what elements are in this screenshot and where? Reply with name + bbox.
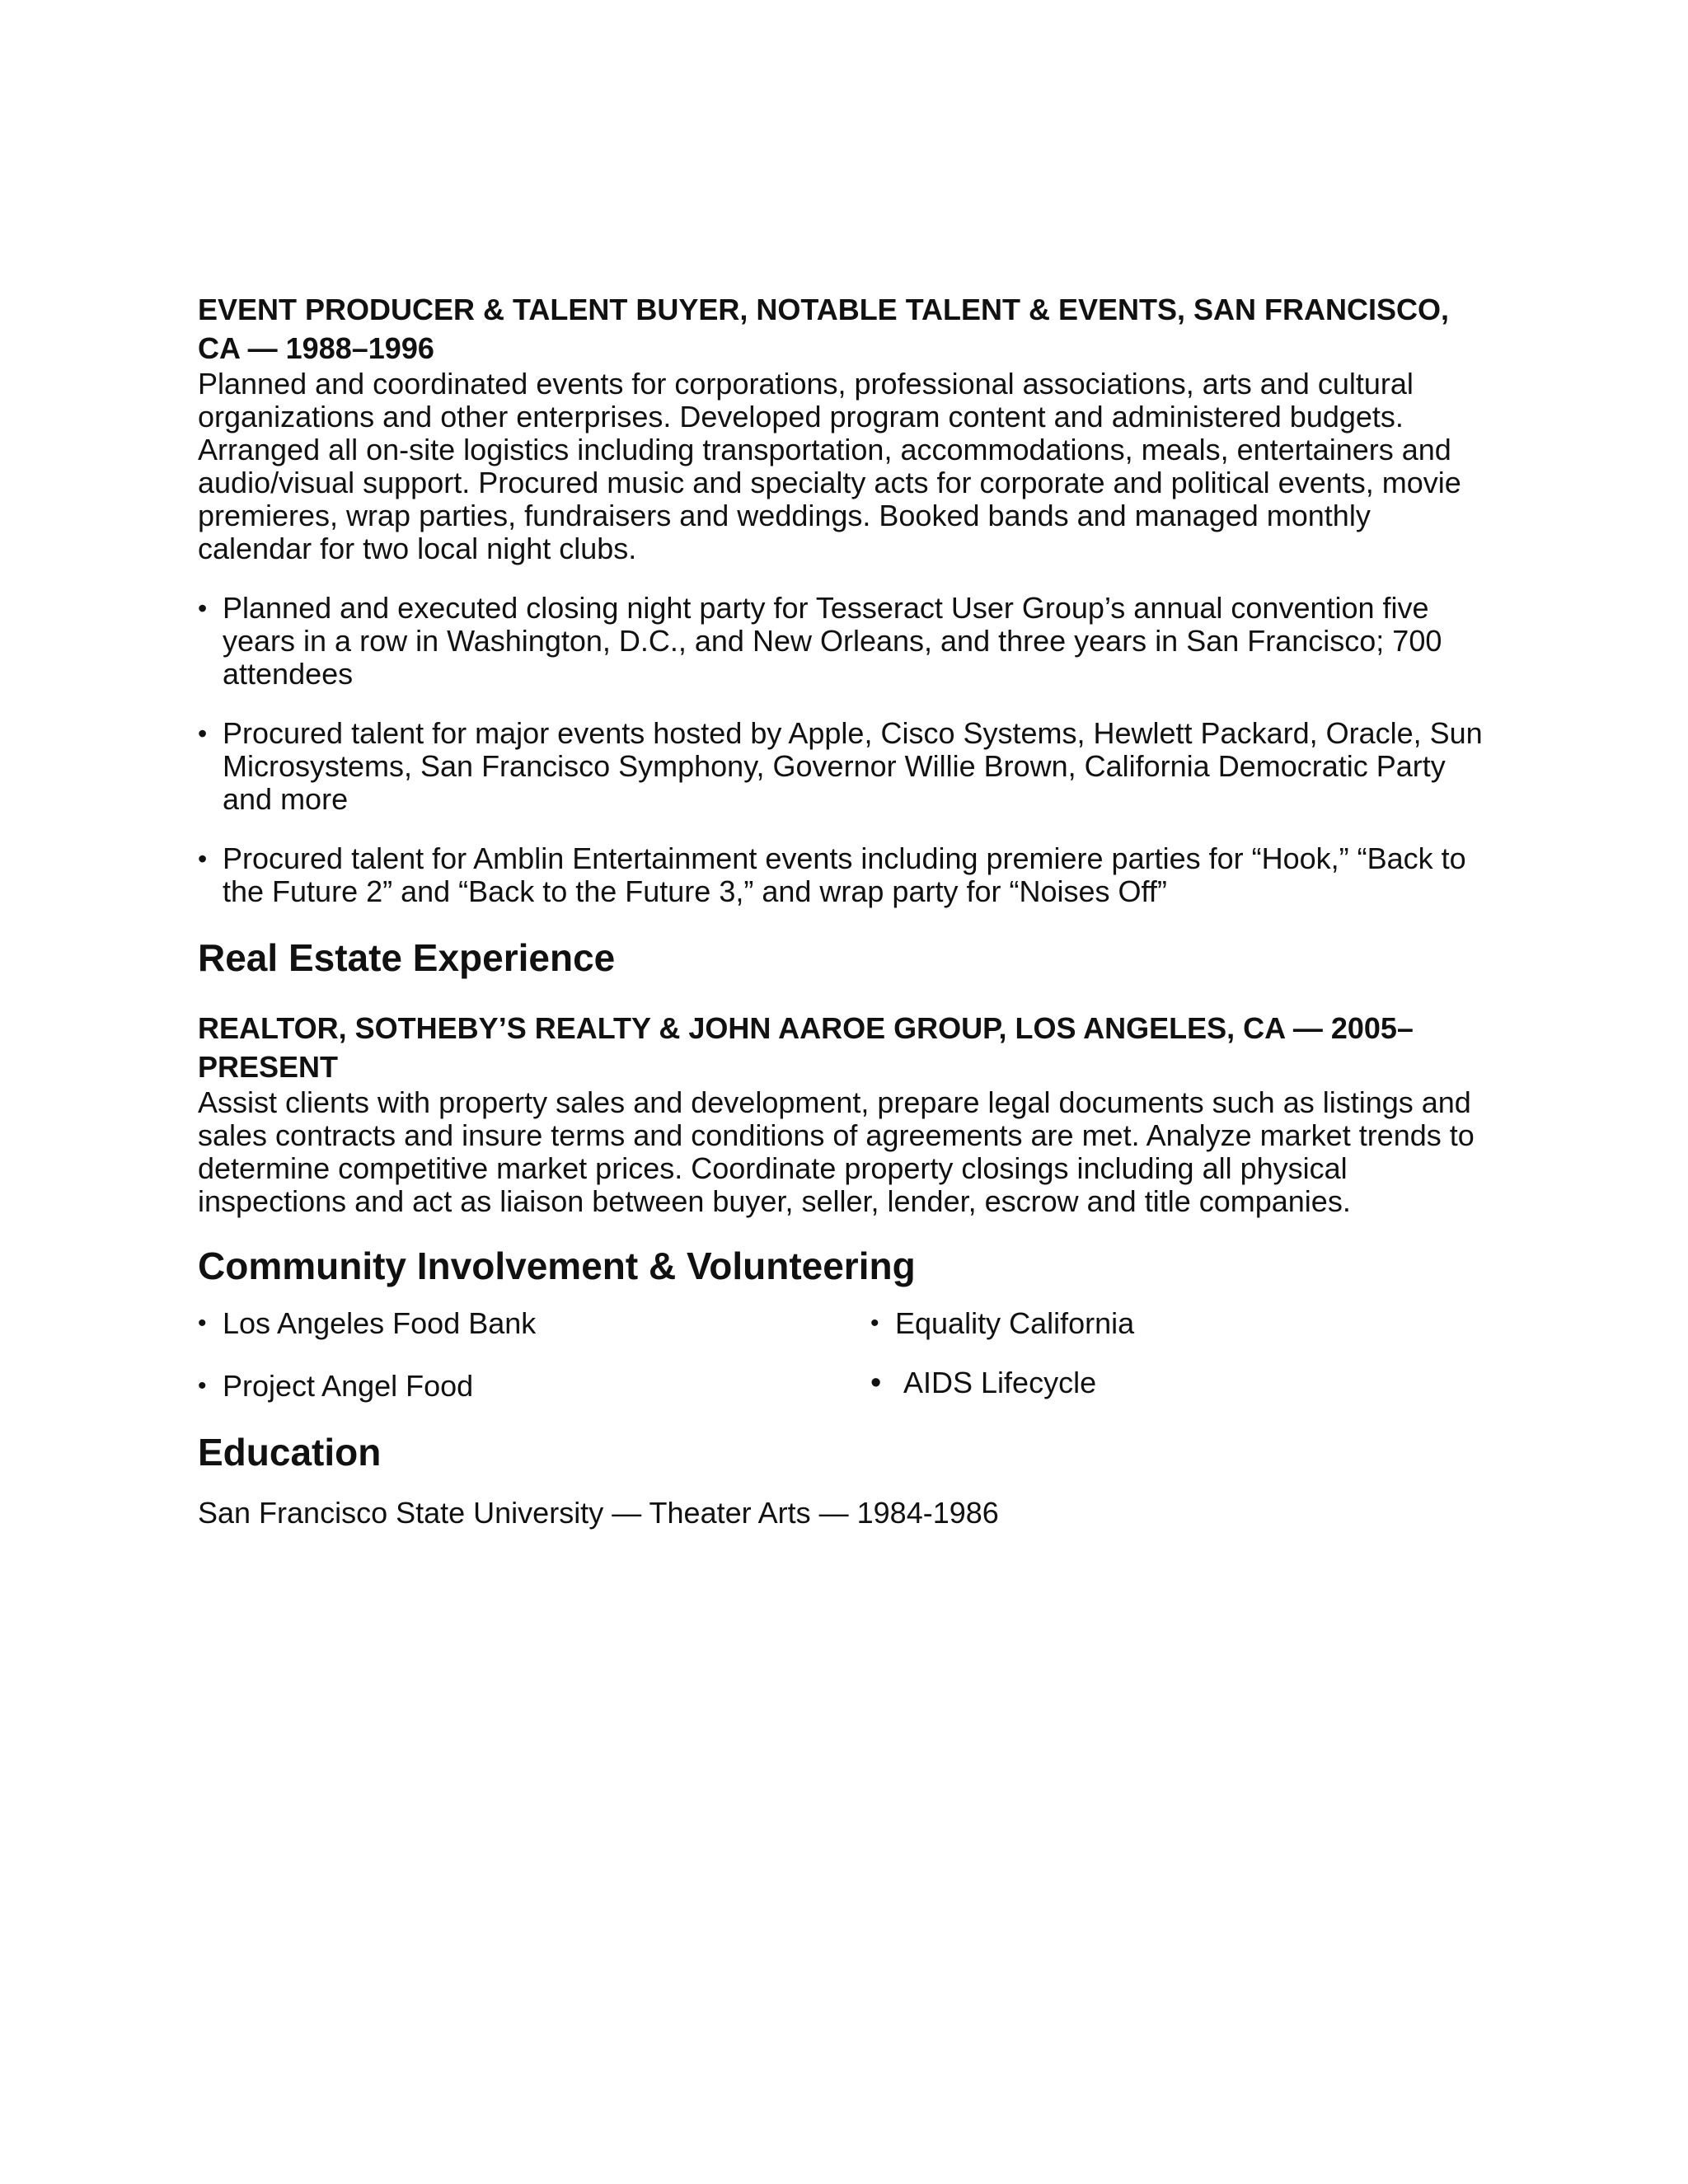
bullet-icon: • [198,593,208,623]
bullet-icon: • [870,1310,879,1337]
volunteer-item-text: Project Angel Food [223,1369,474,1403]
education-entry: San Francisco State University — Theater Arts — 1984-1986 [198,1496,999,1530]
list-item [198,592,1484,691]
bullet-icon: • [198,1310,207,1337]
realtor-description: Assist clients with property sales and development, prepare legal documents such as listings and sales contracts and insure terms and conditions of agreements are met. Analyze market trends to determine competitive market prices. Coordinate property closings including all physical inspections and act as liaison between buyer, seller, lender, escrow and title companies. [198,1085,1475,1218]
education-section [198,1429,1484,1530]
list-item [198,717,1484,816]
community-section [198,1243,1484,1404]
bullet-text: Procured talent for Amblin Entertainment events including premiere parties for “Hook,” “Back to the Future 2” and “Back to the Future 3,” and wrap party for “Noises Off” [223,841,1466,908]
community-heading: Community Involvement & Volunteering [198,1244,916,1287]
education-heading: Education [198,1431,382,1474]
volunteer-item-text: Los Angeles Food Bank [223,1306,537,1340]
event-producer-bullets [198,592,1484,908]
real-estate-section [198,935,1484,1218]
list-item [870,1366,1096,1399]
list-item [198,842,1484,908]
bullet-text: Planned and executed closing night party for Tesseract User Group’s annual convention five years in a row in Washington, D.C., and New Orleans, and three years in San Francisco; 700 attendees [223,591,1442,691]
bullet-icon: • [198,1372,207,1399]
real-estate-heading: Real Estate Experience [198,936,616,979]
bullet-text: Procured talent for major events hosted by Apple, Cisco Systems, Hewlett Packard, Oracle, Sun Microsystems, San Francisco Symphony, Governor Willie Brown, California Democratic Party and more [223,716,1483,816]
event-producer-description: Planned and coordinated events for corporations, professional associations, arts and cultural organizations and other enterprises. Developed program content and administered budgets. Arranged all on-site logistics including transportation, accommodations, meals, entertainers and audio/visual support. Procured music and specialty acts for corporate and political events, movie premieres, wrap parties, fundraisers and weddings. Booked bands and managed monthly calendar for two local night clubs. [198,367,1461,565]
event-producer-title: EVENT PRODUCER & TALENT BUYER, NOTABLE TALENT & EVENTS, SAN FRANCISCO, CA — 1988–1996 [198,293,1450,365]
bullet-icon: • [870,1366,882,1400]
bullet-icon: • [198,844,208,874]
bullet-icon: • [198,719,208,748]
volunteer-list [198,1307,1484,1404]
resume-content [198,290,1484,1530]
list-item [870,1307,1134,1340]
list-item [198,1370,473,1403]
list-item [198,1307,536,1340]
event-producer-section [198,290,1484,908]
realtor-title: REALTOR, SOTHEBY’S REALTY & JOHN AAROE GROUP, LOS ANGELES, CA — 2005–PRESENT [198,1011,1414,1084]
volunteer-item-text: AIDS Lifecycle [903,1366,1097,1399]
volunteer-item-text: Equality California [895,1306,1135,1340]
